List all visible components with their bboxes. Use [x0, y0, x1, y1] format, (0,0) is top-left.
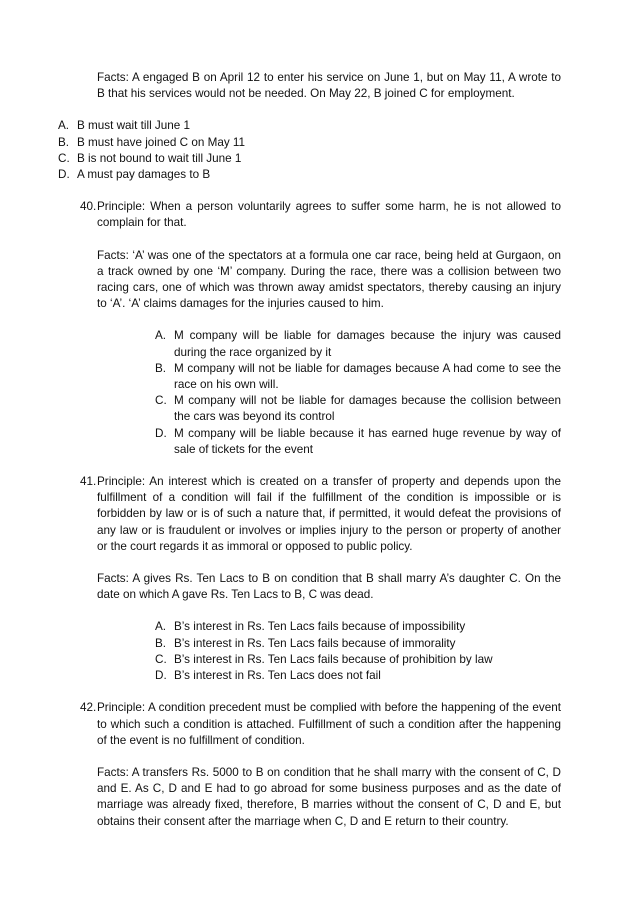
q40-option-b: [155, 361, 561, 393]
q40-option-a: [155, 328, 561, 360]
option-text: B’s interest in Rs. Ten Lacs fails because of prohibition by law: [174, 652, 493, 666]
question-number: 42.: [80, 701, 97, 715]
option-letter: B.: [58, 135, 70, 149]
question-40: [80, 199, 561, 458]
option-letter: A.: [155, 329, 167, 343]
q40-option-c: [155, 393, 561, 425]
option-letter: D.: [155, 669, 167, 683]
q41-option-d: [155, 668, 561, 684]
question-41: [80, 474, 561, 684]
option-letter: C.: [58, 151, 70, 165]
q39-option-b: [58, 135, 638, 151]
question-42: [80, 700, 561, 829]
question-number: 40.: [80, 200, 97, 214]
q41-principle: Principle: An interest which is created on a transfer of property and depends upon the fulfillment of a condition will fail if the fulfillment of the condition is impossible or is forbidden by law or is of such a nature that, if permitted, it would defeat the provisions of any law or is fraudulent or involves or implies injury to the person or property of another or the court regards it as immoral or opposed to public policy.: [97, 475, 561, 553]
q39-facts: Facts: A engaged B on April 12 to enter his service on June 1, but on May 11, A wrote to B that his services would not be needed. On May 22, B joined C for employment.: [97, 71, 561, 101]
option-letter: B.: [155, 361, 167, 375]
option-letter: A.: [155, 620, 167, 634]
q41-options: [97, 619, 561, 684]
option-letter: B.: [155, 636, 167, 650]
option-text: B must have joined C on May 11: [77, 135, 246, 149]
q41-option-c: [155, 652, 561, 668]
q42-facts: Facts: A transfers Rs. 5000 to B on condition that he shall marry with the consent of C, D and E. As C, D and E had to go abroad for some business purposes and as the date of marriage was already fixed, therefore, B marries without the consent of C, D and E, but obtains their consent after the marriage when C, D and E return to their country.: [97, 765, 561, 828]
q39-option-a: [58, 118, 638, 134]
q41-facts: Facts: A gives Rs. Ten Lacs to B on condition that B shall marry A’s daughter C. On the date on which A gave Rs. Ten Lacs to B, C was dead.: [97, 572, 561, 602]
q39-option-c: [58, 151, 638, 167]
q39-options: [0, 118, 638, 183]
q42-principle: Principle: A condition precedent must be complied with before the happening of the event to which such a condition is attached. Fulfillment of such a condition after the happening of the event is no fulfillment of condition.: [97, 701, 561, 747]
option-text: M company will not be liable for damages because A had come to see the race on his own will.: [174, 361, 561, 392]
q41-option-b: [155, 636, 561, 652]
option-letter: A.: [58, 119, 70, 133]
q40-facts: Facts: ‘A’ was one of the spectators at a formula one car race, being held at Gurgaon, on a track owned by one ‘M’ company. During the race, there was a collision between two racing cars, one of which was thrown away amidst spectators, thereby causing an injury to ‘A’. ‘A’ claims damages for the injuries caused to him.: [97, 248, 561, 311]
option-text: B is not bound to wait till June 1: [77, 151, 242, 165]
option-text: A must pay damages to B: [77, 168, 211, 182]
q40-options: [97, 328, 561, 458]
q40-principle: Principle: When a person voluntarily agrees to suffer some harm, he is not allowed to complain for that.: [97, 200, 561, 230]
q40-option-d: [155, 426, 561, 458]
option-text: M company will not be liable for damages because the collision between the cars was beyond its control: [174, 394, 561, 424]
q41-option-a: [155, 619, 561, 635]
option-text: B must wait till June 1: [77, 119, 191, 133]
option-text: M company will be liable for damages because the injury was caused during the race organized by it: [174, 329, 561, 359]
option-letter: C.: [155, 652, 167, 666]
option-letter: D.: [58, 168, 70, 182]
option-text: B’s interest in Rs. Ten Lacs does not fail: [174, 669, 381, 683]
option-text: M company will be liable because it has earned huge revenue by way of sale of tickets for the event: [174, 426, 561, 456]
option-text: B’s interest in Rs. Ten Lacs fails because of impossibility: [174, 620, 466, 634]
option-letter: D.: [155, 426, 167, 440]
question-number: 41.: [80, 475, 97, 489]
option-letter: C.: [155, 394, 167, 408]
option-text: B’s interest in Rs. Ten Lacs fails because of immorality: [174, 636, 456, 650]
q39-option-d: [58, 167, 638, 183]
